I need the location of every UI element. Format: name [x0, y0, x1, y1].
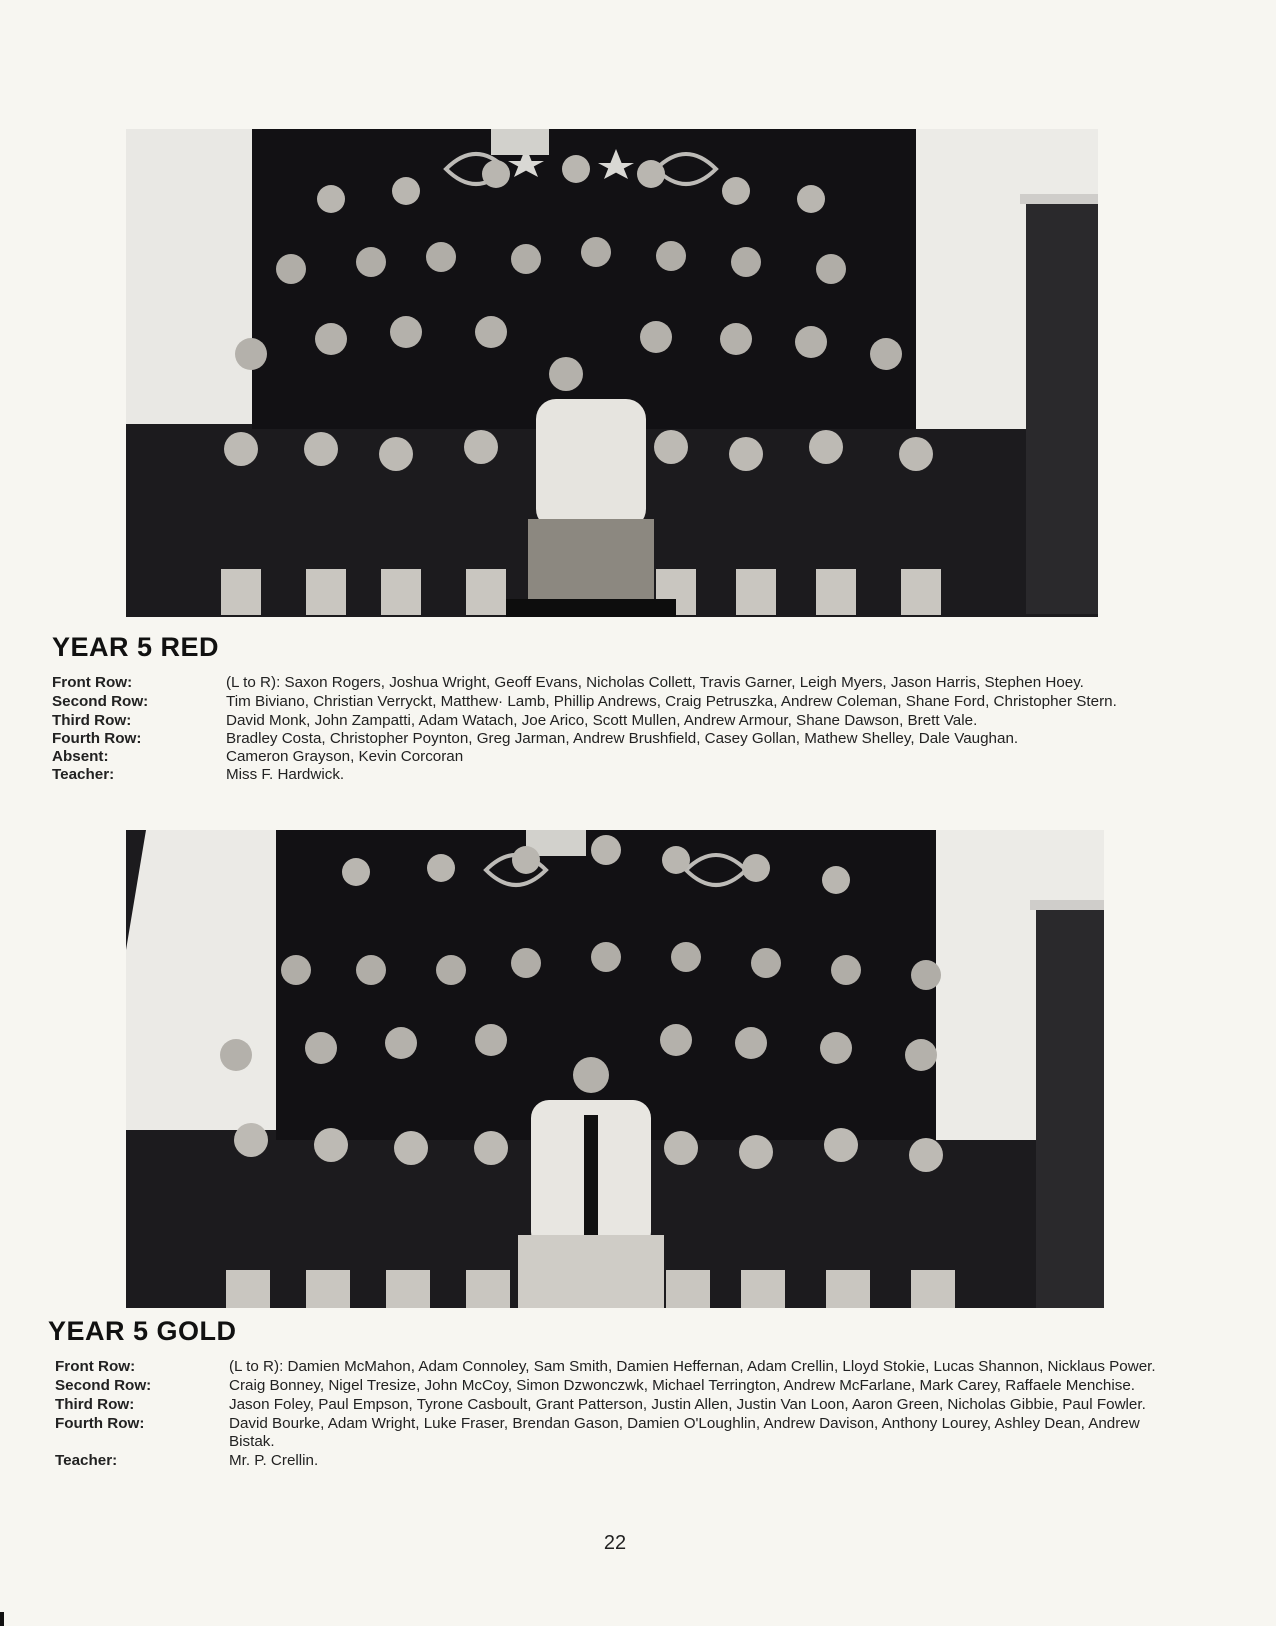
roster-row-second: [52, 693, 1178, 711]
roster-year-5-red: [52, 674, 1178, 784]
row-names: David Bourke, Adam Wright, Luke Fraser, Brendan Gason, Damien O'Loughlin, Andrew Davison, Anthony Lourey, Ashley Dean, Andrew Bistak.: [229, 1415, 1140, 1450]
scan-edge-mark: [0, 1612, 4, 1626]
row-label: Teacher:: [55, 1452, 118, 1469]
row-names: (L to R): Saxon Rogers, Joshua Wright, Geoff Evans, Nicholas Collett, Travis Garner, Leigh Myers, Jason Harris, Stephen Hoey.: [226, 674, 1084, 691]
roster-row-front: [55, 1358, 1178, 1376]
row-label: Front Row:: [55, 1358, 136, 1375]
row-names: Mr. P. Crellin.: [229, 1452, 319, 1469]
row-label: Fourth Row:: [55, 1415, 145, 1432]
class-photo-image: [126, 129, 1098, 617]
roster-row-front: [52, 674, 1178, 692]
row-label: Fourth Row:: [52, 730, 142, 747]
row-label: Front Row:: [52, 674, 133, 691]
roster-row-teacher: [55, 1452, 1178, 1470]
roster-row-teacher: [52, 766, 1178, 784]
row-label: Second Row:: [52, 693, 149, 710]
row-label: Second Row:: [55, 1377, 152, 1394]
roster-row-fourth: [55, 1415, 1178, 1451]
roster-row-third: [55, 1396, 1178, 1414]
row-names: Craig Bonney, Nigel Tresize, John McCoy, Simon Dzwonczwk, Michael Terrington, Andrew McFarlane, Mark Carey, Raffaele Menchise.: [229, 1377, 1135, 1394]
section-title-year-5-red: YEAR 5 RED: [52, 632, 220, 662]
roster-row-third: [52, 712, 1178, 730]
row-label: Third Row:: [55, 1396, 135, 1413]
row-label: Teacher:: [52, 766, 115, 783]
row-names: Tim Biviano, Christian Verryckt, Matthew· Lamb, Phillip Andrews, Craig Petruszka, Andrew Coleman, Shane Ford, Christopher Stern.: [226, 693, 1117, 710]
page-number: 22: [603, 1532, 627, 1554]
section-title-year-5-gold: YEAR 5 GOLD: [48, 1316, 237, 1346]
roster-row-fourth: [52, 730, 1178, 748]
row-names: Cameron Grayson, Kevin Corcoran: [226, 748, 464, 765]
roster-year-5-gold: [55, 1358, 1178, 1470]
class-photo-year-5-gold: [126, 830, 1104, 1308]
row-label: Third Row:: [52, 712, 132, 729]
roster-row-absent: [52, 748, 1178, 766]
class-photo-image: [126, 830, 1104, 1308]
row-names: Bradley Costa, Christopher Poynton, Greg Jarman, Andrew Brushfield, Casey Gollan, Mathew Shelley, Dale Vaughan.: [226, 730, 1019, 747]
row-names: Jason Foley, Paul Empson, Tyrone Casboult, Grant Patterson, Justin Allen, Justin Van Loon, Aaron Green, Nicholas Gibbie, Paul Fowler.: [229, 1396, 1146, 1413]
class-photo-year-5-red: [126, 129, 1098, 617]
roster-row-second: [55, 1377, 1178, 1395]
row-label: Absent:: [52, 748, 109, 765]
row-names: (L to R): Damien McMahon, Adam Connoley, Sam Smith, Damien Heffernan, Adam Crellin, Lloyd Stokie, Lucas Shannon, Nicklaus Power.: [229, 1358, 1156, 1375]
row-names: David Monk, John Zampatti, Adam Watach, Joe Arico, Scott Mullen, Andrew Armour, Shane Dawson, Brett Vale.: [226, 712, 978, 729]
row-names: Miss F. Hardwick.: [226, 766, 345, 783]
